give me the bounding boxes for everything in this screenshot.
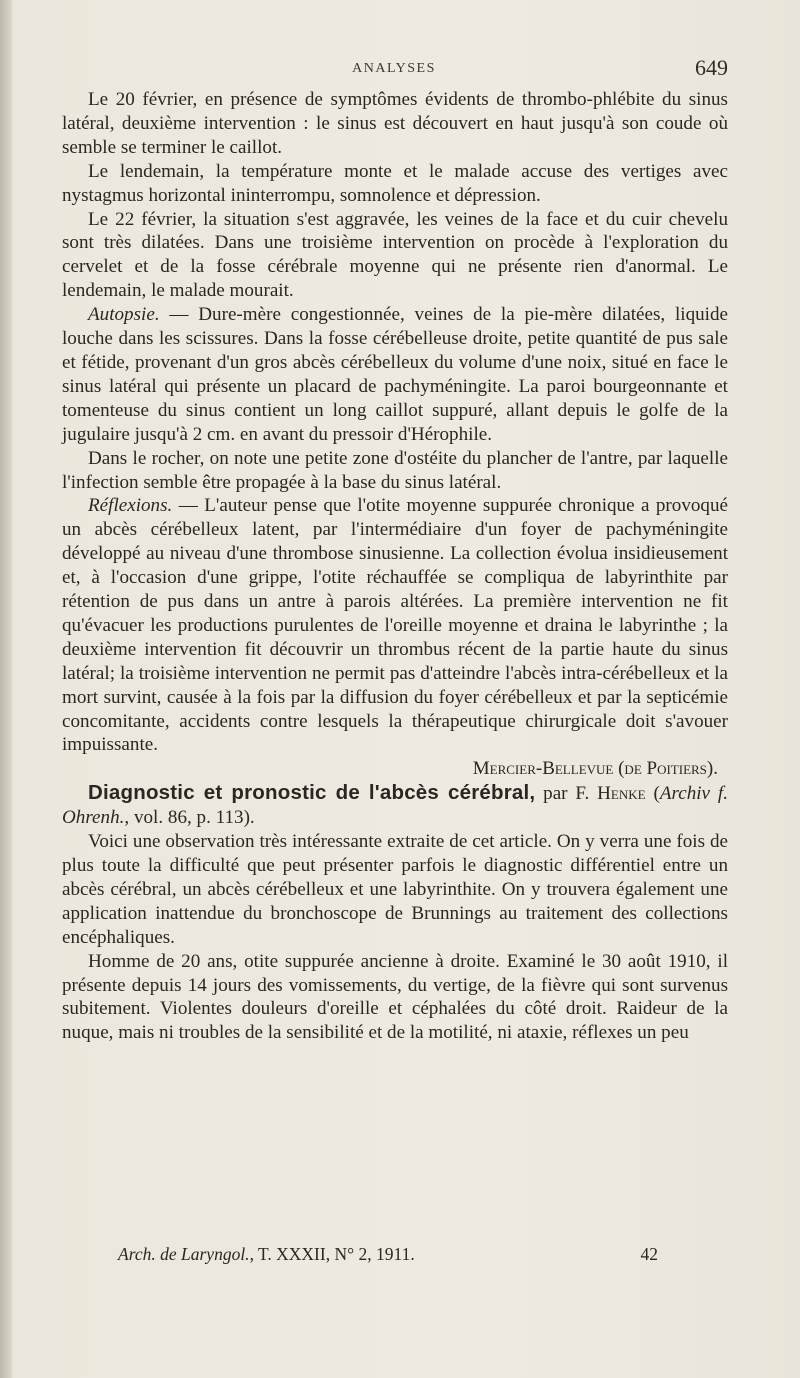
page-number: 649 [695,55,728,80]
paragraph-reflexions [62,494,728,757]
paragraph: Dans le rocher, on note une petite zone d'ostéite du plancher de l'antre, par laquelle l'infection semble être propagée à la base du sinus latéral. [62,447,728,493]
section-heading [62,781,728,830]
running-title: ANALYSES [352,61,436,76]
paragraph-text: — L'auteur pense que l'otite moyenne suppurée chronique a provoqué un abcès cérébelleux latent, par l'intermédiaire d'un foyer de pachyméningite développé au niveau d'une thrombose sinusienne. La collection évolua insidieusement et, à l'occasion d'une grippe, l'otite réchauffée se compliqua de labyrinthite par rétention de pus dans un antre à parois altérées. La première intervention ne fit qu'évacuer les productions purulentes de l'oreille moyenne et draina le labyrinthe ; la deuxième intervention fit découvrir un thrombus récent de la partie haute du sinus latéral; la troisième intervention ne permit pas d'atteindre l'abcès intra-cérébelleux et la mort survint, causée à la fois par la diffusion du foyer cérébelleux et par la septicémie concomitante, accidents contre lesquels la thérapeutique chirurgicale doit s'avouer impuissante. [62,495,728,756]
section-journal: Archiv f. Ohrenh. [62,783,728,829]
paragraph-autopsie [62,303,728,446]
paragraph-lead-reflexions: Réflexions. [88,495,173,517]
footer-journal: Arch. de Laryngol. [118,1244,250,1264]
paragraph: Homme de 20 ans, otite suppurée ancienne à droite. Examiné le 30 août 1910, il présente depuis 14 jours des vomissements, du vertige, de la fièvre qui sont survenus subitement. Violentes douleurs d'oreille et céphalées du côté droit. Raideur de la nuque, mais ni troubles de la sensibilité et de la motilité, ni ataxie, réflexes un peu [62,950,728,1044]
section-journal-open: ( [645,783,660,805]
section-by: par F. [535,783,598,805]
paragraph: Voici une observation très intéressante extraite de cet article. On y verra une fois de plus toute la difficulté que peut présenter parfois le diagnostic différentiel entre un abcès cérébral, un abcès cérébelleux et une labyrinthite. On y trouvera également une application inattendue du bronchoscope de Brunnings au traitement des collections encéphaliques. [62,831,728,948]
paragraph: Le 22 février, la situation s'est aggravée, les veines de la face et du cuir chevelu sont très dilatées. Dans une troisième intervention on procède à l'exploration du cervelet et de la fosse cérébrale moyenne qui ne présente rien d'anormal. Le lendemain, le malade mourait. [62,208,728,302]
section-journal-rest: , vol. 86, p. 113). [124,807,255,829]
paragraph: Le lendemain, la température monte et le malade accuse des vertiges avec nystagmus horizontal ininterrompu, somnolence et dépression. [62,160,728,206]
section-author: Henke [597,783,646,805]
footer-signature-number: 42 [640,1244,658,1264]
article-body [62,88,728,1045]
section-title: Diagnostic et pronostic de l'abcès cérébral, [88,781,536,805]
paragraph: Le 20 février, en présence de symptômes évidents de thrombo-phlébite du sinus latéral, deuxième intervention : le sinus est découvert en haut jusqu'à son coude où semble se terminer le caillot. [62,89,728,158]
page-left-edge-shadow [0,0,12,1378]
paragraph-lead-autopsie: Autopsie. [88,304,160,326]
signature-name: Mercier-Bellevue [472,758,614,780]
author-signature [62,757,728,781]
page-header [60,55,728,85]
signature-place: (de Poitiers). [613,758,718,780]
footer-reference [118,1244,415,1265]
page-footer [118,1244,658,1268]
paragraph-text: — Dure-mère congestionnée, veines de la pie-mère dilatées, liquide louche dans les scissures. Dans la fosse cérébelleuse droite, petite quantité de pus sale et fétide, provenant d'un gros abcès cérébelleux du volume d'une noix, situé en face le sinus latéral qui présente un placard de pachyméningite. La paroi bourgeonnante et tomenteuse du sinus contient un long caillot suppuré, allant depuis le golfe de la jugulaire jusqu'à 2 cm. en avant du pressoir d'Hérophile. [62,304,728,445]
footer-volume: , T. XXXII, N° 2, 1911. [249,1244,415,1264]
